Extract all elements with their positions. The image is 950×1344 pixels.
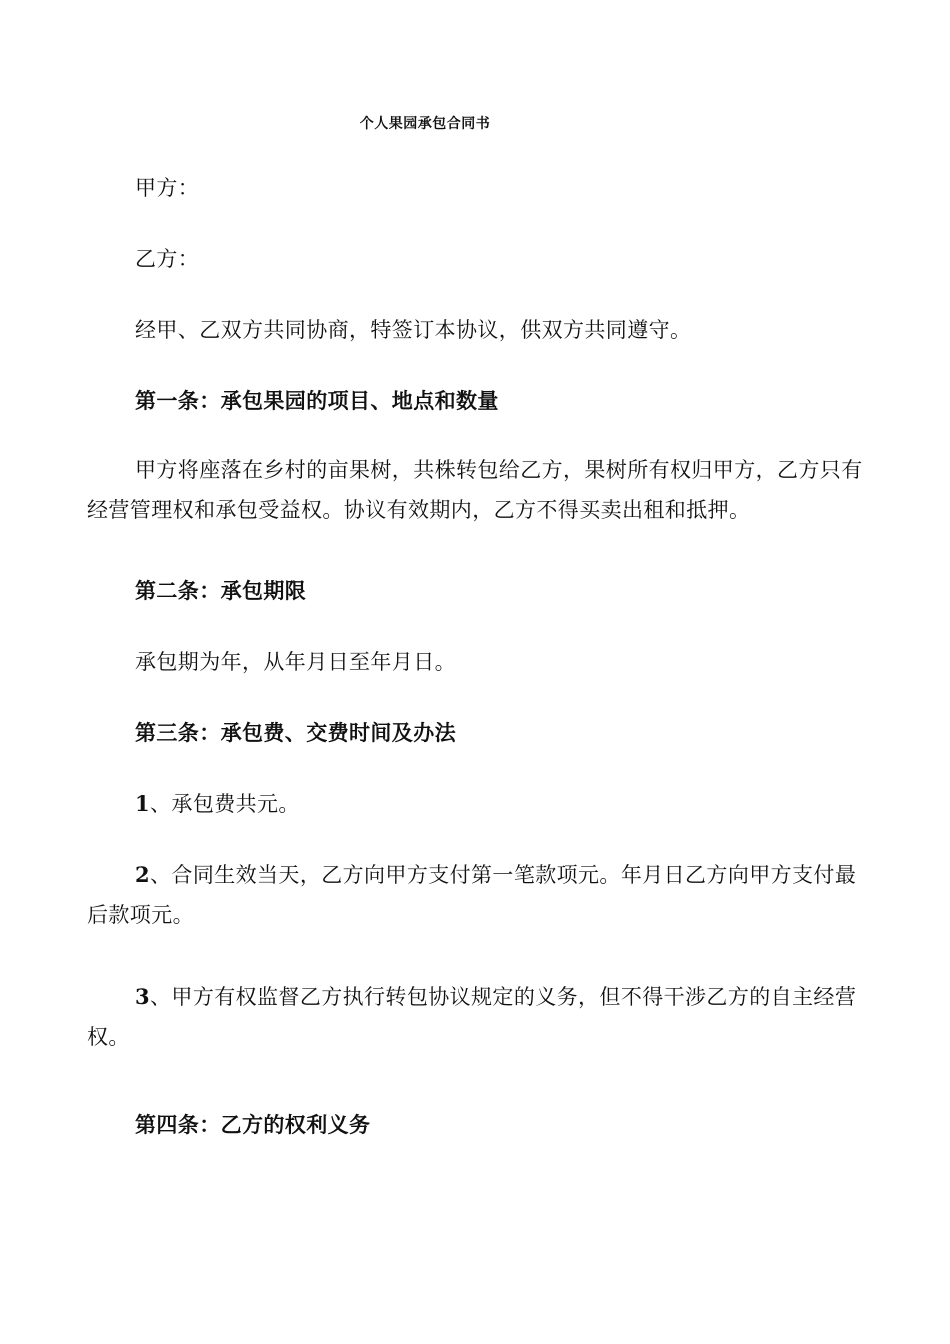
article-1-heading: 第一条：承包果园的项目、地点和数量: [135, 388, 499, 413]
article-2-body: 承包期为年，从年月日至年月日。: [135, 650, 456, 674]
item-number: 3: [135, 984, 151, 1009]
party-b-line: 乙方：: [135, 247, 200, 271]
item-number: 1: [135, 791, 151, 816]
item-number: 2: [135, 862, 151, 887]
article-3-item-2: [87, 855, 872, 935]
item-text: 、承包费共元。: [150, 792, 300, 816]
item-text: 、甲方有权监督乙方执行转包协议规定的义务，但不得干涉乙方的自主经营权。: [87, 985, 857, 1049]
intro-paragraph: 经甲、乙双方共同协商，特签订本协议，供双方共同遵守。: [135, 318, 692, 342]
party-a-line: 甲方：: [135, 176, 200, 200]
article-1-body: 甲方将座落在乡村的亩果树，共株转包给乙方，果树所有权归甲方，乙方只有经营管理权和承包受益权。协议有效期内，乙方不得买卖出租和抵押。: [87, 458, 863, 522]
article-2-heading: 第二条：承包期限: [135, 578, 307, 603]
document-title: 个人果园承包合同书: [359, 116, 491, 132]
article-3-item-3: [87, 977, 872, 1057]
article-3-heading: 第三条：承包费、交费时间及办法: [135, 720, 456, 745]
article-3-item-1: [87, 784, 872, 824]
article-4-heading: 第四条：乙方的权利义务: [135, 1112, 371, 1137]
item-text: 、合同生效当天，乙方向甲方支付第一笔款项元。年月日乙方向甲方支付最后款项元。: [87, 863, 857, 927]
